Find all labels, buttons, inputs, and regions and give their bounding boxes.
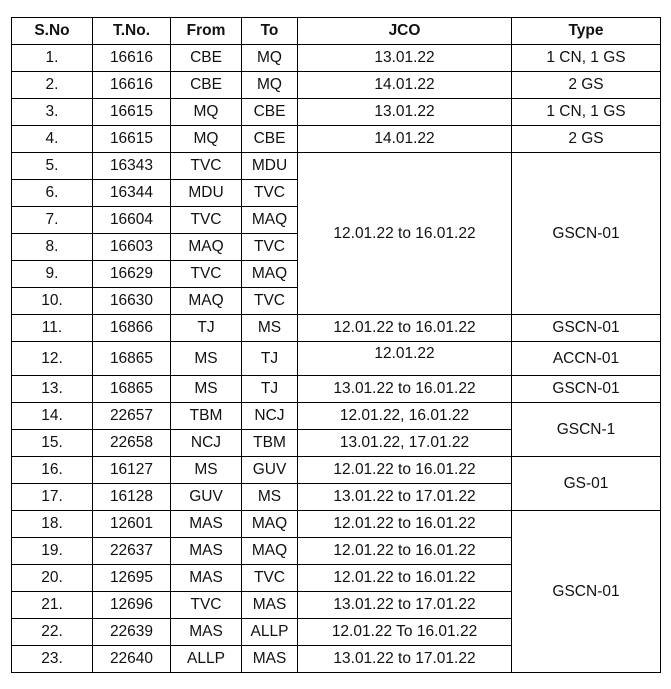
cell-sno: 13. <box>12 376 93 403</box>
cell-sno: 10. <box>12 288 93 315</box>
cell-to: MAS <box>242 592 298 619</box>
cell-from: CBE <box>171 45 242 72</box>
cell-sno: 19. <box>12 538 93 565</box>
cell-jco: 12.01.22 to 16.01.22 <box>298 538 512 565</box>
cell-sno: 3. <box>12 99 93 126</box>
cell-sno: 6. <box>12 180 93 207</box>
cell-from: MQ <box>171 99 242 126</box>
header-train-no: T.No. <box>93 18 171 45</box>
cell-to: TVC <box>242 234 298 261</box>
cell-jco: 12.01.22 to 16.01.22 <box>298 565 512 592</box>
cell-train-no: 16603 <box>93 234 171 261</box>
cell-jco: 12.01.22 to 16.01.22 <box>298 511 512 538</box>
cell-sno: 15. <box>12 430 93 457</box>
cell-train-no: 12696 <box>93 592 171 619</box>
cell-sno: 7. <box>12 207 93 234</box>
cell-train-no: 16343 <box>93 153 171 180</box>
cell-type: ACCN-01 <box>512 342 661 376</box>
cell-sno: 12. <box>12 342 93 376</box>
cell-from: TJ <box>171 315 242 342</box>
cell-type: GSCN-1 <box>512 403 661 457</box>
train-schedule-table <box>11 17 661 673</box>
cell-jco: 12.01.22 <box>298 342 512 376</box>
cell-jco: 13.01.22 <box>298 45 512 72</box>
cell-train-no: 16629 <box>93 261 171 288</box>
cell-type: 1 CN, 1 GS <box>512 99 661 126</box>
cell-to: NCJ <box>242 403 298 430</box>
header-type: Type <box>512 18 661 45</box>
cell-train-no: 16630 <box>93 288 171 315</box>
cell-jco: 13.01.22, 17.01.22 <box>298 430 512 457</box>
cell-type: GSCN-01 <box>512 315 661 342</box>
cell-train-no: 16616 <box>93 45 171 72</box>
cell-jco: 13.01.22 to 17.01.22 <box>298 646 512 673</box>
cell-from: MQ <box>171 126 242 153</box>
cell-to: MDU <box>242 153 298 180</box>
header-sno: S.No <box>12 18 93 45</box>
cell-from: MAS <box>171 565 242 592</box>
cell-sno: 8. <box>12 234 93 261</box>
cell-from: MS <box>171 342 242 376</box>
table-row <box>12 342 661 376</box>
cell-type: 1 CN, 1 GS <box>512 45 661 72</box>
table-row <box>12 126 661 153</box>
cell-train-no: 22658 <box>93 430 171 457</box>
table-row <box>12 99 661 126</box>
cell-from: TVC <box>171 153 242 180</box>
cell-jco: 14.01.22 <box>298 126 512 153</box>
cell-to: TJ <box>242 342 298 376</box>
cell-sno: 4. <box>12 126 93 153</box>
cell-from: TBM <box>171 403 242 430</box>
cell-to: MQ <box>242 45 298 72</box>
cell-train-no: 16615 <box>93 126 171 153</box>
cell-to: MAQ <box>242 261 298 288</box>
header-to: To <box>242 18 298 45</box>
cell-type: GSCN-01 <box>512 153 661 315</box>
cell-to: MS <box>242 315 298 342</box>
cell-from: MAS <box>171 511 242 538</box>
cell-train-no: 22639 <box>93 619 171 646</box>
header-row <box>12 18 661 45</box>
cell-to: MAQ <box>242 207 298 234</box>
cell-train-no: 22657 <box>93 403 171 430</box>
cell-from: MAS <box>171 619 242 646</box>
table-row <box>12 403 661 430</box>
cell-from: CBE <box>171 72 242 99</box>
cell-jco: 13.01.22 to 16.01.22 <box>298 376 512 403</box>
cell-sno: 23. <box>12 646 93 673</box>
cell-train-no: 16615 <box>93 99 171 126</box>
cell-train-no: 16616 <box>93 72 171 99</box>
cell-to: GUV <box>242 457 298 484</box>
cell-from: TVC <box>171 261 242 288</box>
cell-from: TVC <box>171 592 242 619</box>
cell-sno: 2. <box>12 72 93 99</box>
cell-from: TVC <box>171 207 242 234</box>
cell-from: MS <box>171 457 242 484</box>
cell-sno: 5. <box>12 153 93 180</box>
cell-type: GSCN-01 <box>512 376 661 403</box>
cell-type: 2 GS <box>512 72 661 99</box>
cell-train-no: 16128 <box>93 484 171 511</box>
cell-sno: 20. <box>12 565 93 592</box>
cell-jco: 12.01.22 to 16.01.22 <box>298 315 512 342</box>
cell-to: MAQ <box>242 538 298 565</box>
cell-train-no: 12695 <box>93 565 171 592</box>
cell-sno: 21. <box>12 592 93 619</box>
cell-train-no: 16604 <box>93 207 171 234</box>
cell-from: MAQ <box>171 234 242 261</box>
table-row <box>12 315 661 342</box>
cell-sno: 9. <box>12 261 93 288</box>
cell-to: TJ <box>242 376 298 403</box>
cell-to: MS <box>242 484 298 511</box>
cell-to: CBE <box>242 126 298 153</box>
cell-from: MAQ <box>171 288 242 315</box>
cell-sno: 14. <box>12 403 93 430</box>
cell-sno: 1. <box>12 45 93 72</box>
cell-from: MAS <box>171 538 242 565</box>
cell-to: TVC <box>242 180 298 207</box>
cell-from: NCJ <box>171 430 242 457</box>
header-jco: JCO <box>298 18 512 45</box>
table-row <box>12 72 661 99</box>
cell-jco: 12.01.22 To 16.01.22 <box>298 619 512 646</box>
cell-jco: 13.01.22 to 17.01.22 <box>298 592 512 619</box>
cell-train-no: 16865 <box>93 376 171 403</box>
table-row <box>12 45 661 72</box>
cell-train-no: 16866 <box>93 315 171 342</box>
cell-to: ALLP <box>242 619 298 646</box>
cell-to: CBE <box>242 99 298 126</box>
cell-to: TVC <box>242 288 298 315</box>
cell-jco: 12.01.22 to 16.01.22 <box>298 457 512 484</box>
header-from: From <box>171 18 242 45</box>
cell-train-no: 16865 <box>93 342 171 376</box>
table-row <box>12 153 661 180</box>
cell-jco: 12.01.22 to 16.01.22 <box>298 153 512 315</box>
table-row <box>12 457 661 484</box>
cell-train-no: 22640 <box>93 646 171 673</box>
cell-jco: 13.01.22 <box>298 99 512 126</box>
cell-sno: 17. <box>12 484 93 511</box>
cell-sno: 16. <box>12 457 93 484</box>
cell-train-no: 22637 <box>93 538 171 565</box>
cell-sno: 11. <box>12 315 93 342</box>
cell-jco: 13.01.22 to 17.01.22 <box>298 484 512 511</box>
cell-train-no: 12601 <box>93 511 171 538</box>
cell-from: MS <box>171 376 242 403</box>
table-row <box>12 376 661 403</box>
cell-train-no: 16344 <box>93 180 171 207</box>
cell-jco: 14.01.22 <box>298 72 512 99</box>
cell-to: MQ <box>242 72 298 99</box>
cell-train-no: 16127 <box>93 457 171 484</box>
table-row <box>12 511 661 538</box>
cell-from: ALLP <box>171 646 242 673</box>
cell-from: GUV <box>171 484 242 511</box>
cell-jco: 12.01.22, 16.01.22 <box>298 403 512 430</box>
cell-sno: 22. <box>12 619 93 646</box>
cell-to: TVC <box>242 565 298 592</box>
cell-to: TBM <box>242 430 298 457</box>
cell-type: GSCN-01 <box>512 511 661 673</box>
cell-to: MAQ <box>242 511 298 538</box>
cell-sno: 18. <box>12 511 93 538</box>
cell-to: MAS <box>242 646 298 673</box>
cell-type: GS-01 <box>512 457 661 511</box>
cell-type: 2 GS <box>512 126 661 153</box>
cell-from: MDU <box>171 180 242 207</box>
